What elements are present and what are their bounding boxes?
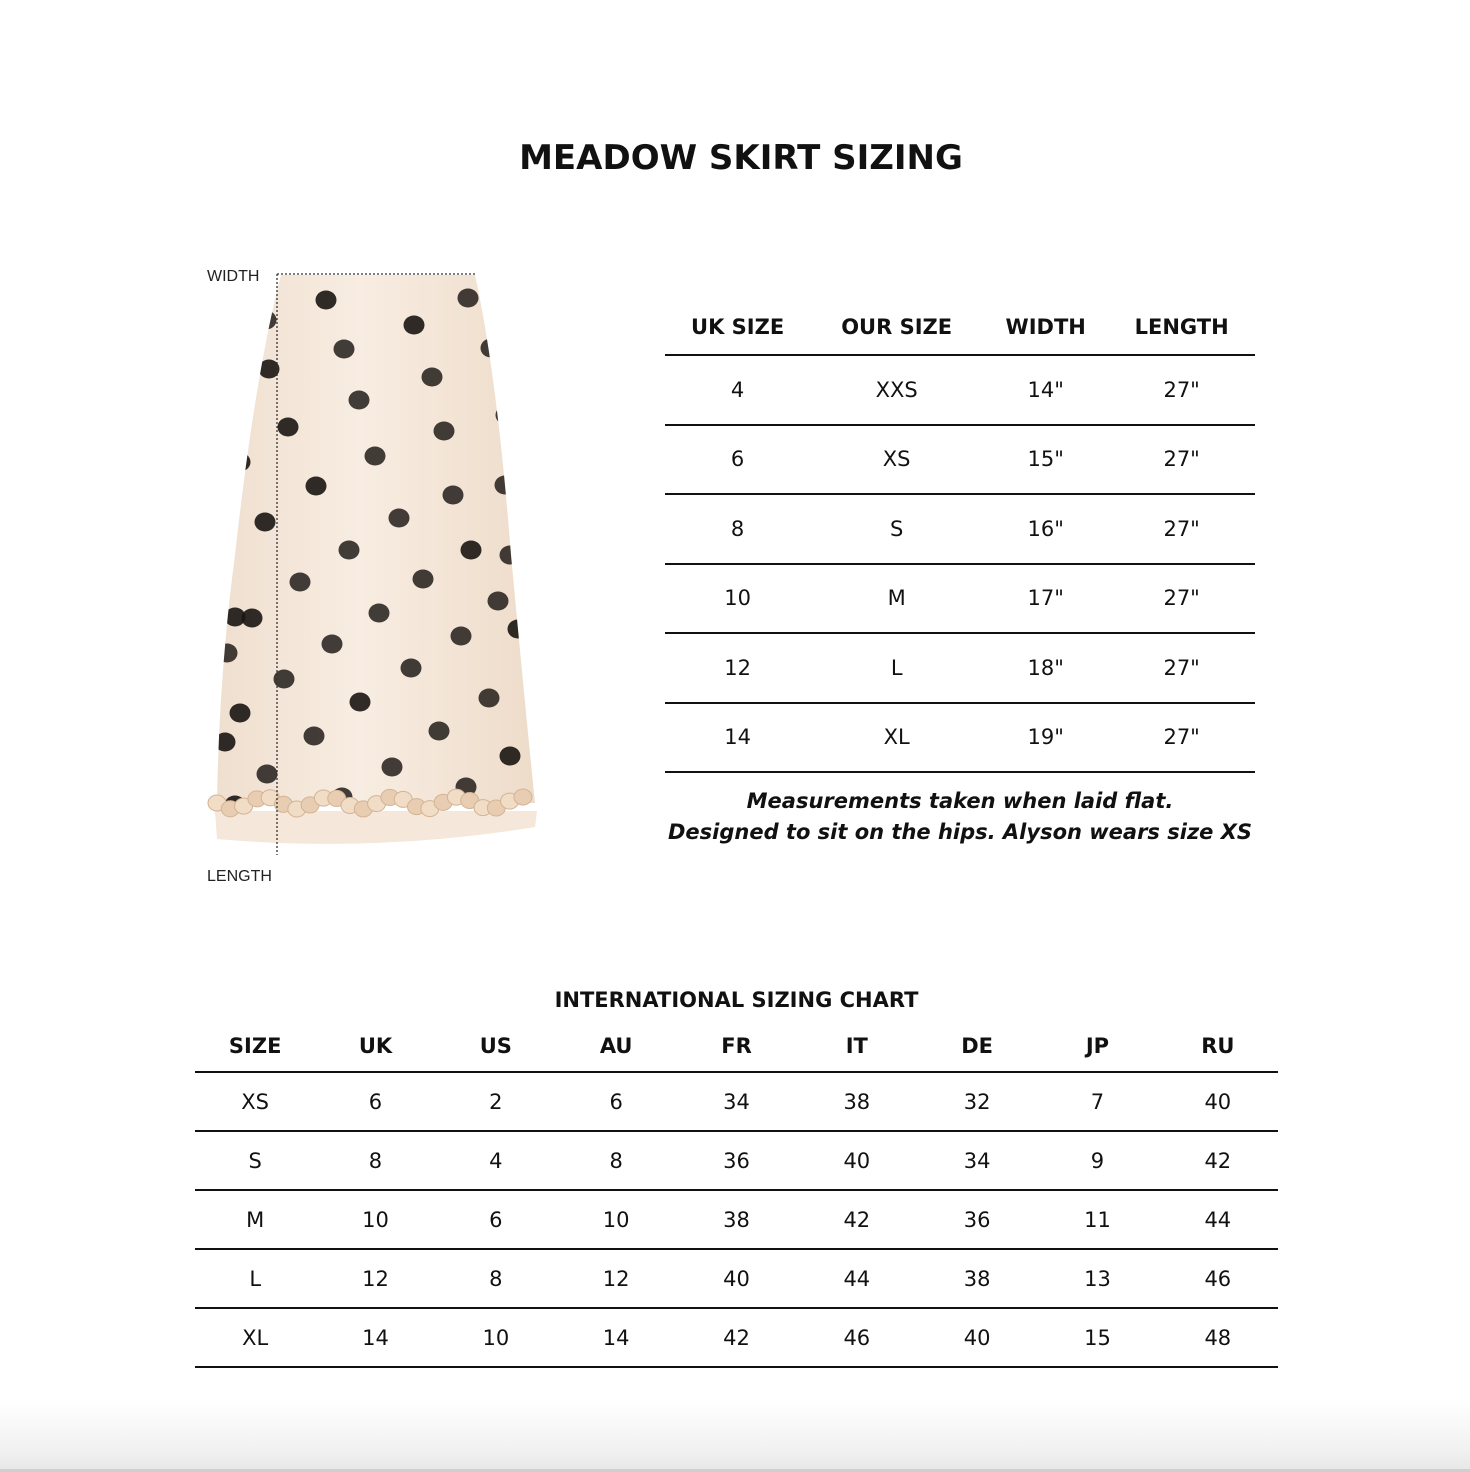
polka-dot <box>429 722 450 741</box>
polka-dot <box>339 541 360 560</box>
international-header-au: AU <box>556 1020 676 1072</box>
size-table-cell: 18" <box>983 633 1108 703</box>
size-table-header-uk-size: UK SIZE <box>665 300 810 355</box>
table-row <box>195 1308 1278 1367</box>
international-cell: 40 <box>797 1131 917 1190</box>
skirt-illustration <box>195 255 555 895</box>
international-cell: 15 <box>1037 1308 1157 1367</box>
polka-dot <box>290 573 311 592</box>
polka-dot <box>508 620 529 639</box>
size-table-cell: S <box>810 494 983 564</box>
size-table-cell: 27" <box>1108 494 1255 564</box>
width-label: WIDTH <box>207 268 260 285</box>
size-table-cell: 14" <box>983 355 1108 425</box>
size-table-cell: 27" <box>1108 633 1255 703</box>
international-cell: 6 <box>436 1190 556 1249</box>
polka-dot <box>404 316 425 335</box>
international-cell: 38 <box>917 1249 1037 1308</box>
size-table-cell: XXS <box>810 355 983 425</box>
size-table-cell: XS <box>810 425 983 495</box>
polka-dot <box>495 476 516 495</box>
international-cell: 8 <box>436 1249 556 1308</box>
international-sizing-table <box>195 1020 1278 1368</box>
international-cell: 10 <box>436 1308 556 1367</box>
international-cell: 9 <box>1037 1131 1157 1190</box>
international-cell: XL <box>195 1308 315 1367</box>
polka-dot <box>458 289 479 308</box>
international-cell: 34 <box>676 1072 796 1131</box>
international-cell: 46 <box>1158 1249 1278 1308</box>
polka-dot <box>481 339 502 358</box>
international-cell: 7 <box>1037 1072 1157 1131</box>
international-cell: 2 <box>436 1072 556 1131</box>
polka-dot <box>350 693 371 712</box>
size-table-cell: L <box>810 633 983 703</box>
international-header-de: DE <box>917 1020 1037 1072</box>
international-header-fr: FR <box>676 1020 796 1072</box>
international-cell: 12 <box>315 1249 435 1308</box>
polka-dot <box>242 609 263 628</box>
size-table-cell: 4 <box>665 355 810 425</box>
table-row <box>665 564 1255 634</box>
polka-dot <box>304 727 325 746</box>
polka-dot <box>349 391 370 410</box>
international-cell: 40 <box>1158 1072 1278 1131</box>
international-cell: 40 <box>917 1308 1037 1367</box>
measurement-note-1: Measurements taken when laid flat. <box>746 789 1174 813</box>
international-cell: 6 <box>315 1072 435 1131</box>
table-row <box>665 494 1255 564</box>
international-cell: 42 <box>1158 1131 1278 1190</box>
ruffle-hem <box>514 789 532 805</box>
polka-dot <box>451 627 472 646</box>
international-cell: 4 <box>436 1131 556 1190</box>
size-table-cell: 17" <box>983 564 1108 634</box>
international-cell: 40 <box>676 1249 796 1308</box>
international-cell: 11 <box>1037 1190 1157 1249</box>
international-header-row <box>195 1020 1278 1072</box>
international-cell: 14 <box>556 1308 676 1367</box>
international-header-uk: UK <box>315 1020 435 1072</box>
polka-dot <box>443 486 464 505</box>
size-table-cell: 27" <box>1108 355 1255 425</box>
international-cell: XS <box>195 1072 315 1131</box>
size-table <box>665 300 1255 773</box>
measurement-note-2: Designed to sit on the hips. Alyson wears size XS <box>667 820 1253 844</box>
size-table-cell: 15" <box>983 425 1108 495</box>
international-cell: 10 <box>556 1190 676 1249</box>
polka-dot <box>401 659 422 678</box>
international-cell: 42 <box>797 1190 917 1249</box>
polka-dot <box>496 406 517 425</box>
bottom-shade <box>0 1400 1470 1472</box>
size-table-cell: 27" <box>1108 564 1255 634</box>
table-row <box>195 1190 1278 1249</box>
polka-dot <box>306 477 327 496</box>
size-table-header-length: LENGTH <box>1108 300 1255 355</box>
skirt-figure <box>195 255 555 895</box>
polka-dot <box>369 604 390 623</box>
international-header-it: IT <box>797 1020 917 1072</box>
international-cell: 13 <box>1037 1249 1157 1308</box>
size-table-cell: 27" <box>1108 425 1255 495</box>
polka-dot <box>256 311 277 330</box>
polka-dot <box>215 733 236 752</box>
skirt-hem <box>215 811 537 844</box>
polka-dot <box>488 592 509 611</box>
polka-dot <box>334 340 355 359</box>
polka-dot <box>230 704 251 723</box>
international-header-ru: RU <box>1158 1020 1278 1072</box>
size-table-cell: 12 <box>665 633 810 703</box>
table-row <box>665 355 1255 425</box>
international-cell: 38 <box>676 1190 796 1249</box>
polka-dot <box>422 368 443 387</box>
polka-dot <box>413 570 434 589</box>
polka-dot <box>500 747 521 766</box>
length-label: LENGTH <box>207 868 272 885</box>
international-header-size: SIZE <box>195 1020 315 1072</box>
international-cell: 34 <box>917 1131 1037 1190</box>
polka-dot <box>461 541 482 560</box>
international-cell: L <box>195 1249 315 1308</box>
international-cell: 46 <box>797 1308 917 1367</box>
polka-dot <box>322 635 343 654</box>
table-row <box>195 1072 1278 1131</box>
measurement-notes <box>665 786 1255 848</box>
international-title: INTERNATIONAL SIZING CHART <box>554 988 919 1012</box>
polka-dot <box>278 418 299 437</box>
size-table-cell: M <box>810 564 983 634</box>
polka-dot <box>230 453 251 472</box>
international-cell: 10 <box>315 1190 435 1249</box>
polka-dot <box>257 765 278 784</box>
international-cell: 36 <box>676 1131 796 1190</box>
international-header-jp: JP <box>1037 1020 1157 1072</box>
international-header-us: US <box>436 1020 556 1072</box>
table-row <box>195 1131 1278 1190</box>
international-cell: 36 <box>917 1190 1037 1249</box>
size-table-cell: 6 <box>665 425 810 495</box>
international-cell: M <box>195 1190 315 1249</box>
polka-dot <box>434 422 455 441</box>
table-row <box>195 1249 1278 1308</box>
international-cell: 14 <box>315 1308 435 1367</box>
international-cell: 8 <box>315 1131 435 1190</box>
international-cell: 6 <box>556 1072 676 1131</box>
size-table-cell: XL <box>810 703 983 773</box>
polka-dot <box>255 513 276 532</box>
table-row <box>665 425 1255 495</box>
polka-dot <box>316 291 337 310</box>
table-row <box>665 633 1255 703</box>
size-table-cell: 16" <box>983 494 1108 564</box>
international-cell: 38 <box>797 1072 917 1131</box>
international-cell: 32 <box>917 1072 1037 1131</box>
international-cell: 12 <box>556 1249 676 1308</box>
size-table-cell: 14 <box>665 703 810 773</box>
international-cell: 44 <box>1158 1190 1278 1249</box>
polka-dot <box>500 546 521 565</box>
size-table-cell: 19" <box>983 703 1108 773</box>
polka-dot <box>389 509 410 528</box>
international-cell: 8 <box>556 1131 676 1190</box>
size-table-cell: 10 <box>665 564 810 634</box>
size-table-header-row <box>665 300 1255 355</box>
international-cell: 44 <box>797 1249 917 1308</box>
polka-dot <box>365 447 386 466</box>
international-cell: 42 <box>676 1308 796 1367</box>
international-cell: S <box>195 1131 315 1190</box>
international-cell: 48 <box>1158 1308 1278 1367</box>
size-table-header-width: WIDTH <box>983 300 1108 355</box>
table-row <box>665 703 1255 773</box>
polka-dot <box>382 758 403 777</box>
polka-dot <box>217 644 238 663</box>
size-table-cell: 8 <box>665 494 810 564</box>
polka-dot <box>479 689 500 708</box>
size-table-header-our-size: OUR SIZE <box>810 300 983 355</box>
page-title: MEADOW SKIRT SIZING <box>519 138 963 178</box>
size-table-cell: 27" <box>1108 703 1255 773</box>
